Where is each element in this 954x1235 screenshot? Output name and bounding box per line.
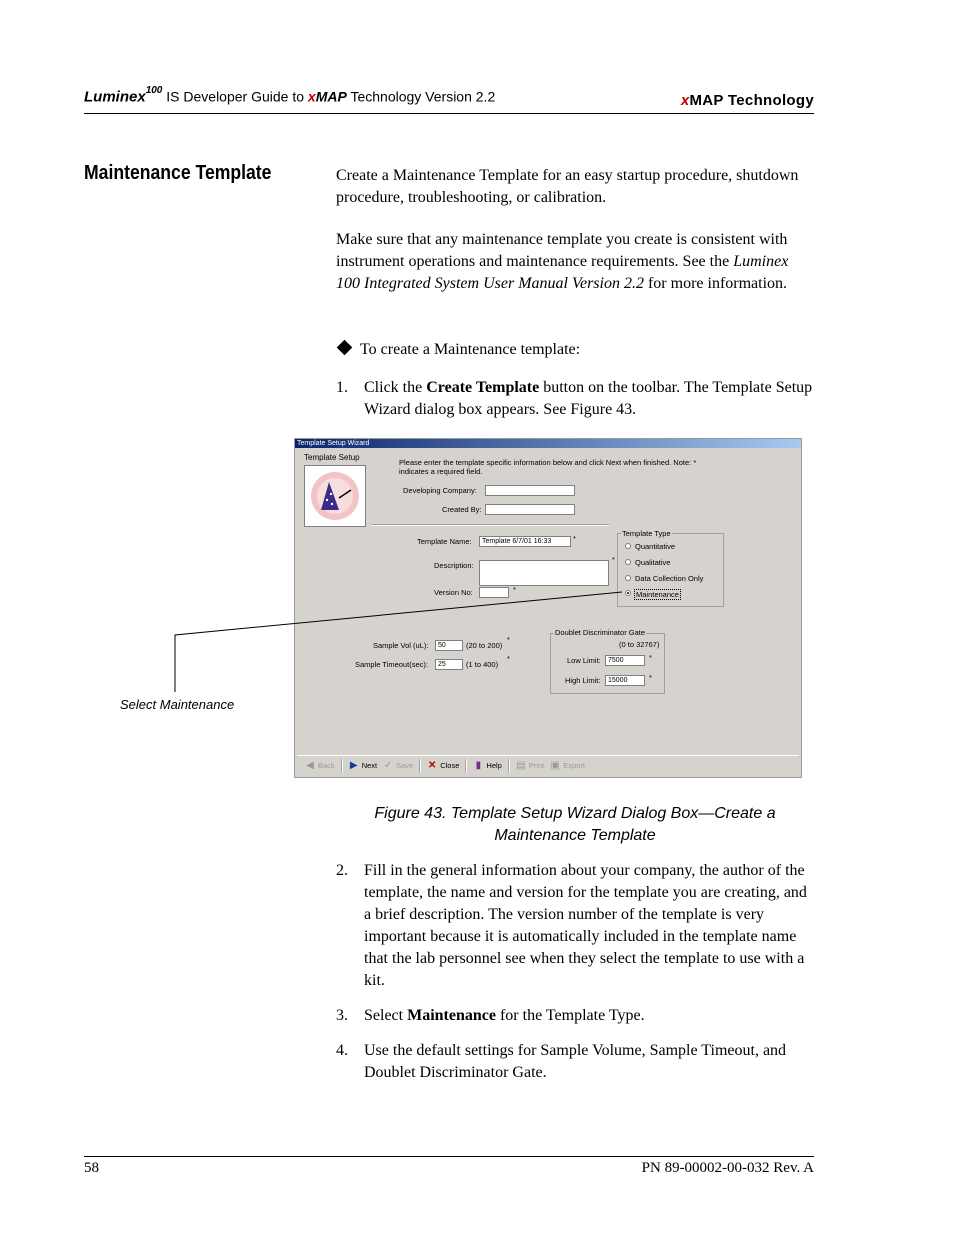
- template-name-input[interactable]: Template 6/7/01 16:33: [479, 536, 571, 547]
- template-type-title: Template Type: [622, 529, 671, 538]
- sample-timeout-input[interactable]: 25: [435, 659, 463, 670]
- high-limit-input[interactable]: 15000: [605, 675, 645, 686]
- guide-text: IS Developer Guide to: [162, 88, 308, 105]
- high-limit-label: High Limit:: [565, 676, 601, 685]
- required-mark: *: [612, 555, 615, 564]
- type-data-collection-label: Data Collection Only: [635, 574, 704, 583]
- instructions-text: Please enter the template specific information below and click Next when finished. Note: * indicates a required field.: [399, 458, 697, 476]
- manual-reference: Luminex 100 Integrated System User Manual Version 2.2: [336, 253, 789, 292]
- sample-vol-label: Sample Vol (uL):: [373, 641, 429, 650]
- next-button[interactable]: ▶ Next: [349, 759, 378, 771]
- step-3: 3. Select Maintenance for the Template Type.: [336, 1007, 645, 1024]
- type-qualitative-label: Qualitative: [635, 558, 671, 567]
- window-titlebar: Template Setup Wizard: [295, 439, 801, 448]
- panel-title: Template Setup: [304, 453, 360, 462]
- doublet-gate-title: Doublet Discriminator Gate: [555, 628, 646, 637]
- sample-timeout-range: (1 to 400): [466, 660, 499, 669]
- sample-vol-input[interactable]: 50: [435, 640, 463, 651]
- created-by-label: Created By:: [442, 505, 482, 514]
- low-limit-input[interactable]: 7500: [605, 655, 645, 666]
- version-label: Version No:: [434, 588, 473, 597]
- next-arrow-icon: ▶: [349, 759, 358, 771]
- back-arrow-icon: ◀: [306, 759, 314, 771]
- help-button[interactable]: ▮ Help: [473, 761, 501, 771]
- required-mark: *: [649, 653, 652, 662]
- sample-vol-range: (20 to 200): [466, 641, 503, 650]
- consistency-paragraph: Make sure that any maintenance template you create is consistent with instrument operations and maintenance requirements. See the Luminex 100 Integrated System User Manual Version 2.2 for more information.: [336, 231, 789, 292]
- sample-timeout-label: Sample Timeout(sec):: [355, 660, 428, 669]
- print-button[interactable]: ▤ Print: [516, 759, 545, 771]
- required-mark: *: [649, 673, 652, 682]
- version-text: Technology Version 2.2: [346, 88, 496, 105]
- back-button[interactable]: ◀ Back: [306, 759, 335, 771]
- export-button[interactable]: ▣ Export: [550, 759, 585, 771]
- step-4: 4. Use the default settings for Sample Volume, Sample Timeout, and Doublet Discriminator Gate.: [336, 1042, 787, 1081]
- close-button[interactable]: ✕ Close: [428, 759, 460, 771]
- section-title: Maintenance Template: [84, 162, 272, 184]
- required-mark: *: [513, 585, 516, 594]
- step-2: 2. Fill in the general information about your company, the author of the template, the name and version for the template you are creating, and a brief description. The version number of the template is very important because it is automatically included in the template name that the lab personnel see when they select the template to use with a kit.: [336, 862, 807, 989]
- required-mark: *: [573, 534, 576, 543]
- description-label: Description:: [434, 561, 474, 570]
- template-name-label: Template Name:: [417, 537, 472, 546]
- procedure-heading: To create a Maintenance template:: [336, 339, 580, 361]
- doublet-range: (0 to 32767): [619, 640, 660, 649]
- intro-paragraph: Create a Maintenance Template for an easy startup procedure, shutdown procedure, troubleshooting, or calibration.: [336, 167, 799, 206]
- step-1: 1. Click the Create Template button on the toolbar. The Template Setup Wizard dialog box appears. See Figure 43.: [336, 379, 813, 418]
- low-limit-label: Low Limit:: [567, 656, 601, 665]
- figure-caption: Figure 43. Template Setup Wizard Dialog Box—Create a Maintenance Template: [374, 805, 776, 844]
- required-mark: *: [507, 654, 510, 663]
- running-header-right: xMAP Technology: [680, 92, 814, 109]
- part-number: PN 89-00002-00-032 Rev. A: [641, 1160, 814, 1176]
- type-maintenance-label: Maintenance: [636, 590, 679, 599]
- page-number: 58: [84, 1160, 99, 1176]
- luminex-brand: Luminex: [84, 88, 146, 106]
- footer-rule: [84, 1156, 814, 1157]
- callout-label: Select Maintenance: [120, 697, 235, 712]
- save-button[interactable]: ✓ Save: [383, 759, 414, 771]
- export-icon: ▣: [550, 759, 560, 771]
- required-mark: *: [507, 635, 510, 644]
- xmap-mark: xMAP: [307, 88, 347, 105]
- printer-icon: ▤: [516, 759, 526, 771]
- developing-company-label: Developing Company:: [403, 486, 477, 495]
- type-quantitative-label: Quantitative: [635, 542, 676, 551]
- close-x-icon: ✕: [428, 759, 437, 771]
- help-book-icon: ▮: [475, 759, 482, 771]
- brand-superscript: 100: [145, 85, 163, 96]
- checkmark-icon: ✓: [383, 759, 393, 771]
